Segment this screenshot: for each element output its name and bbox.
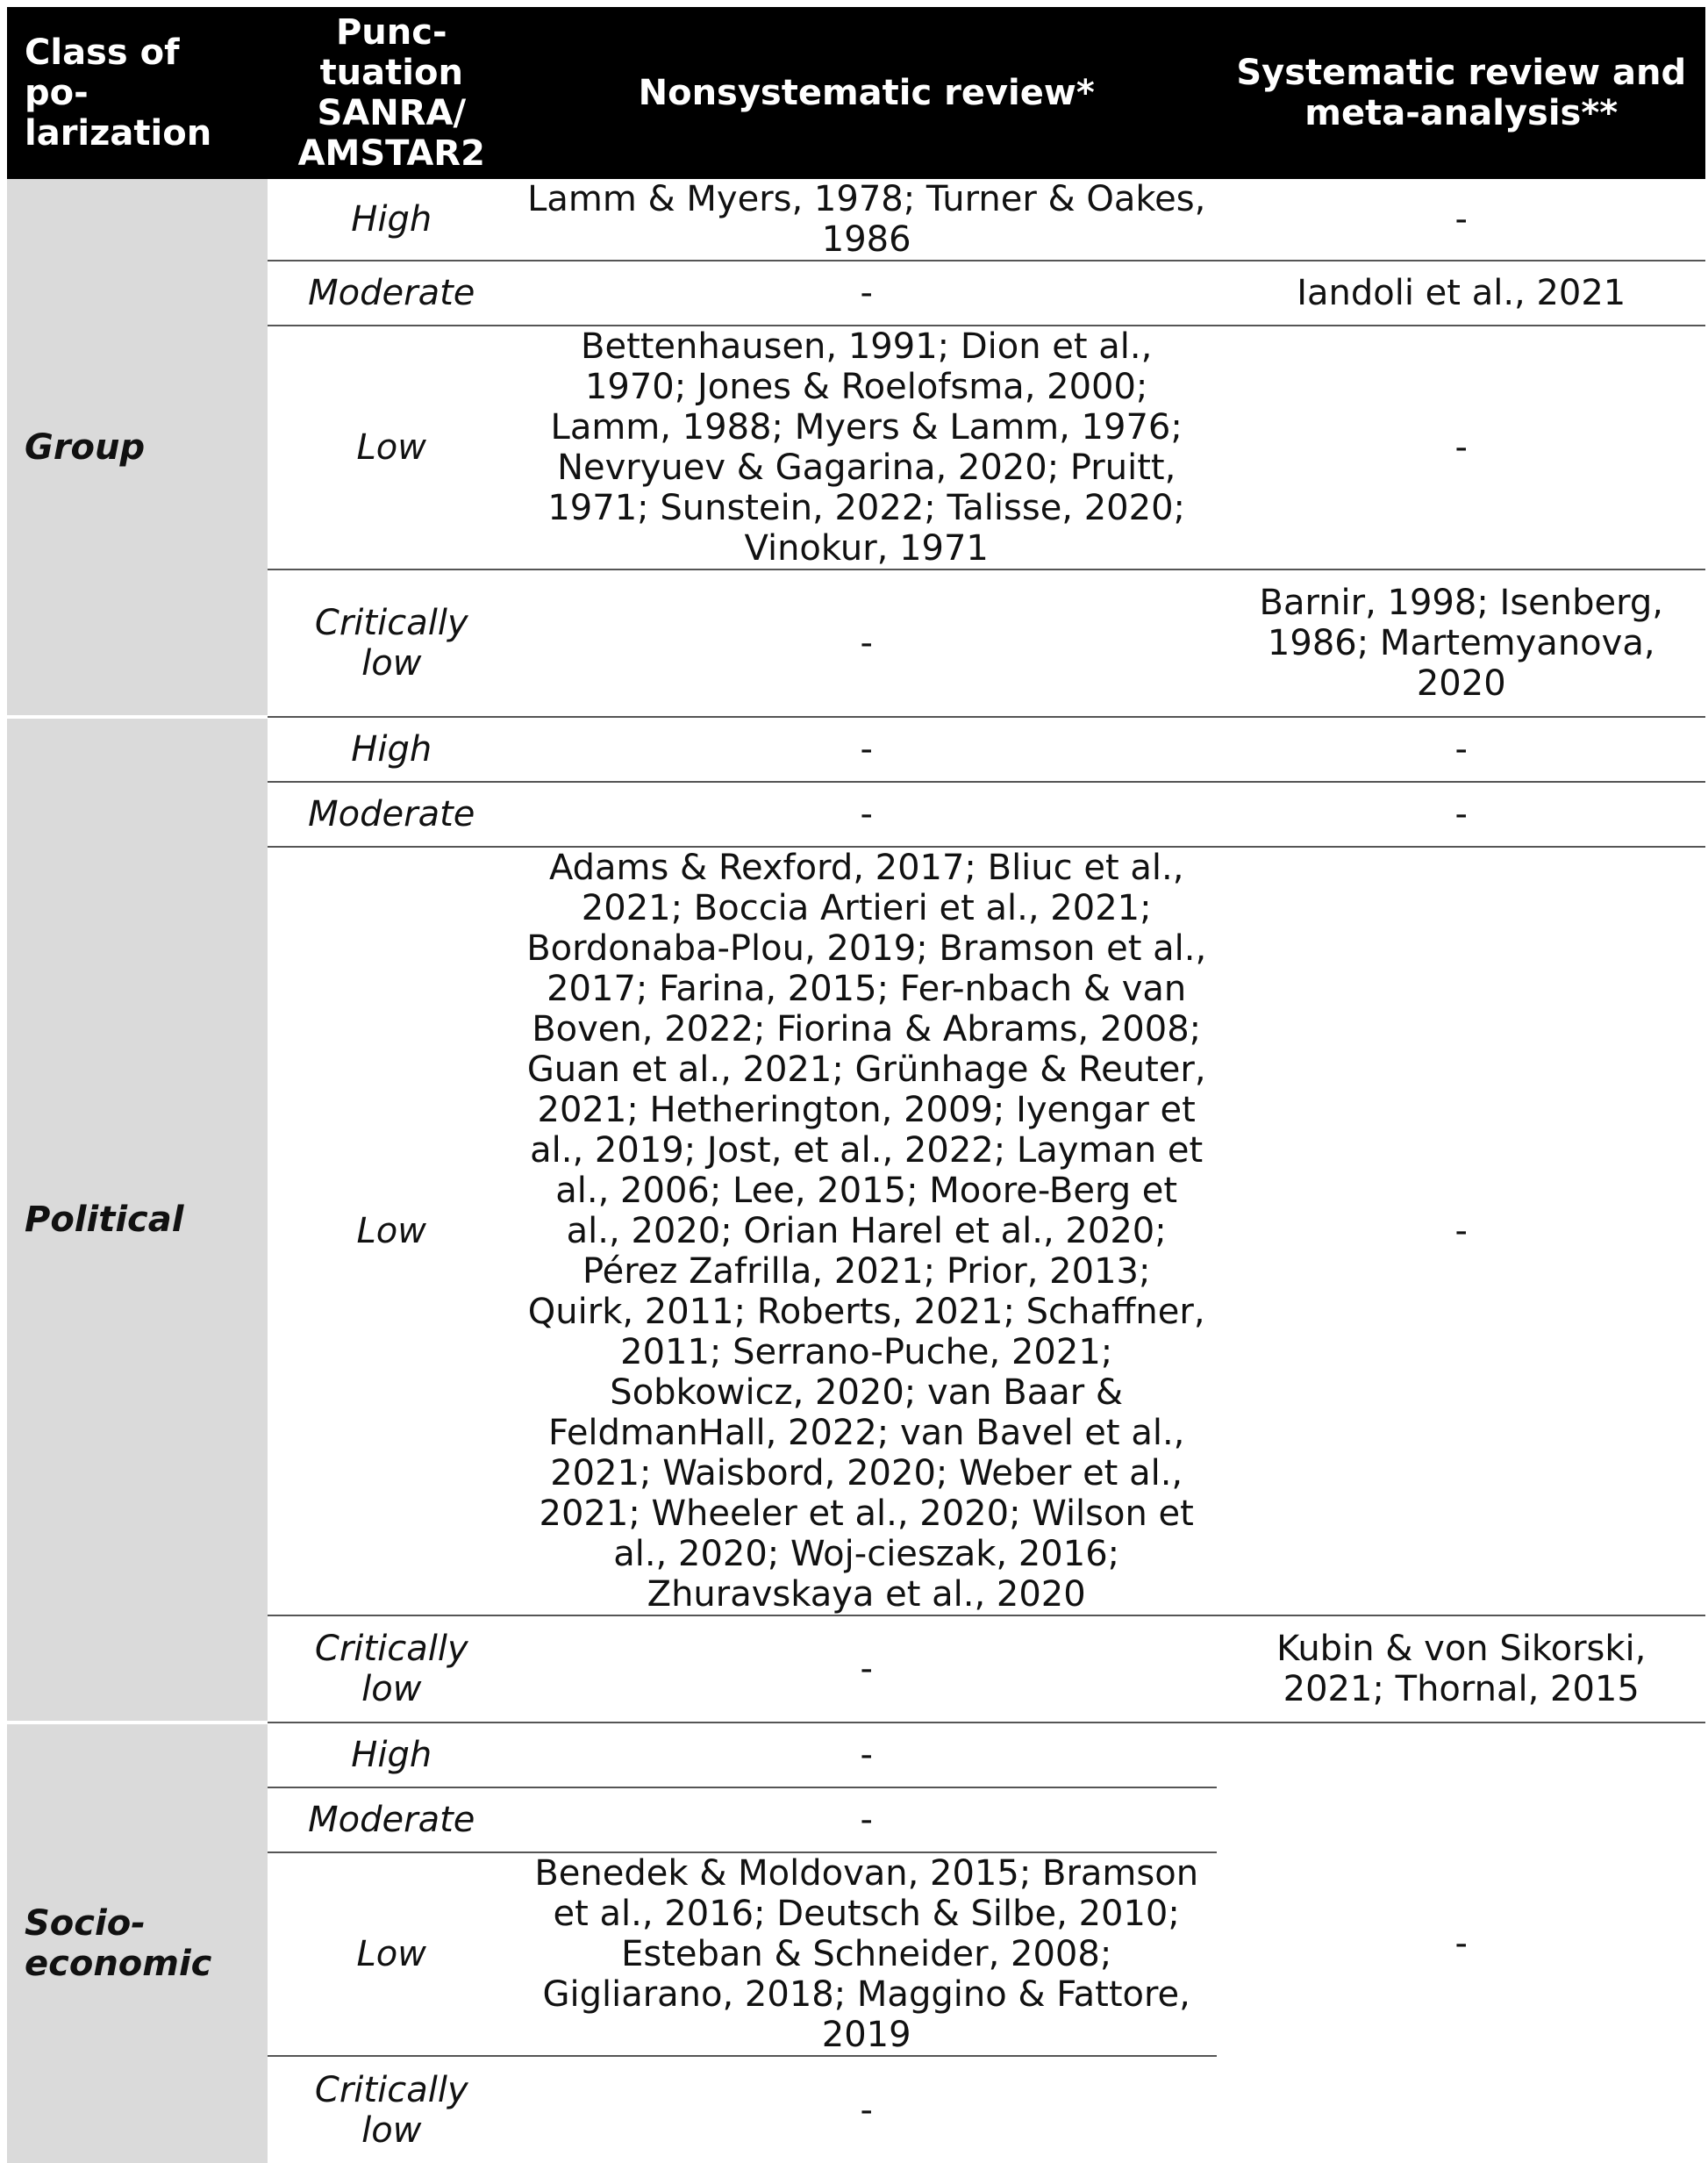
score-cell: Low	[268, 326, 516, 569]
class-label-political: Political	[7, 717, 268, 1723]
nonsystematic-cell: -	[516, 1615, 1218, 1723]
systematic-cell: Iandoli et al., 2021	[1217, 261, 1705, 326]
header-punctuation-score: Punc- tuation SANRA/ AMSTAR2	[268, 7, 516, 179]
nonsystematic-cell: Adams & Rexford, 2017; Bliuc et al., 2021; Boccia Artieri et al., 2021; Bordonaba-Plou, 2019; Bramson et al., 2017; Farina, 2015; Fer-nbach & van Boven, 2022; Fiorina & Abrams, 2008; Guan et al., 2021; Grünhage & Reuter, 2021; Hetherington, 2009; Iyengar et al., 2019; Jost, et al., 2022; Layman et al., 2006; Lee, 2015; Moore-Berg et al., 2020; Orian Harel et al., 2020; Pérez Zafrilla, 2021; Prior, 2013; Quirk, 2011; Roberts, 2021; Schaffner, 2011; Serrano-Puche, 2021; Sobkowicz, 2020; van Baar & FeldmanHall, 2022; van Bavel et al., 2021; Waisbord, 2020; Weber et al., 2021; Wheeler et al., 2020; Wilson et al., 2020; Woj-cieszak, 2016; Zhuravskaya et al., 2020	[516, 847, 1218, 1615]
class-label-group: Group	[7, 179, 268, 717]
systematic-cell: -	[1217, 717, 1705, 782]
systematic-cell: -	[1217, 326, 1705, 569]
score-cell: Critically low	[268, 1615, 516, 1723]
polarization-review-table	[7, 7, 1705, 2163]
score-cell: High	[351, 199, 432, 240]
systematic-cell: -	[1454, 199, 1468, 240]
score-cell: Critically low	[268, 2056, 516, 2163]
nonsystematic-cell: -	[516, 569, 1218, 717]
table-row	[7, 717, 1705, 782]
systematic-cell: -	[1217, 1723, 1705, 2163]
systematic-cell: -	[1217, 847, 1705, 1615]
score-cell: Low	[268, 847, 516, 1615]
nonsystematic-cell: Lamm & Myers, 1978; Turner & Oakes, 1986	[527, 179, 1206, 260]
score-cell: Moderate	[268, 782, 516, 847]
score-cell: High	[268, 717, 516, 782]
systematic-cell: -	[1217, 782, 1705, 847]
score-cell: Critically low	[268, 569, 516, 717]
nonsystematic-cell: -	[516, 717, 1218, 782]
class-label-socioeconomic: Socio- economic	[7, 1723, 268, 2163]
table-row	[7, 1723, 1705, 1787]
table-row	[7, 179, 1705, 261]
nonsystematic-cell: -	[516, 1723, 1218, 1787]
systematic-cell: Kubin & von Sikorski, 2021; Thornal, 2015	[1217, 1615, 1705, 1723]
nonsystematic-cell: -	[516, 1787, 1218, 1852]
header-class-of-polarization: Class of po- larization	[7, 7, 268, 179]
score-cell: Low	[268, 1852, 516, 2056]
score-cell: Moderate	[268, 1787, 516, 1852]
nonsystematic-cell: Benedek & Moldovan, 2015; Bramson et al., 2016; Deutsch & Silbe, 2010; Esteban & Schneider, 2008; Gigliarano, 2018; Maggino & Fattore, 2019	[516, 1852, 1218, 2056]
nonsystematic-cell: -	[516, 2056, 1218, 2163]
nonsystematic-cell: -	[516, 782, 1218, 847]
nonsystematic-cell: -	[516, 261, 1218, 326]
systematic-cell: Barnir, 1998; Isenberg, 1986; Martemyanova, 2020	[1217, 569, 1705, 717]
header-nonsystematic-review: Nonsystematic review*	[516, 7, 1218, 179]
score-cell: High	[268, 1723, 516, 1787]
header-systematic-review: Systematic review and meta-analysis**	[1217, 7, 1705, 179]
score-cell: Moderate	[268, 261, 516, 326]
table-header	[7, 7, 1705, 179]
nonsystematic-cell: Bettenhausen, 1991; Dion et al., 1970; Jones & Roelofsma, 2000; Lamm, 1988; Myers & Lamm, 1976; Nevryuev & Gagarina, 2020; Pruitt, 1971; Sunstein, 2022; Talisse, 2020; Vinokur, 1971	[516, 326, 1218, 569]
